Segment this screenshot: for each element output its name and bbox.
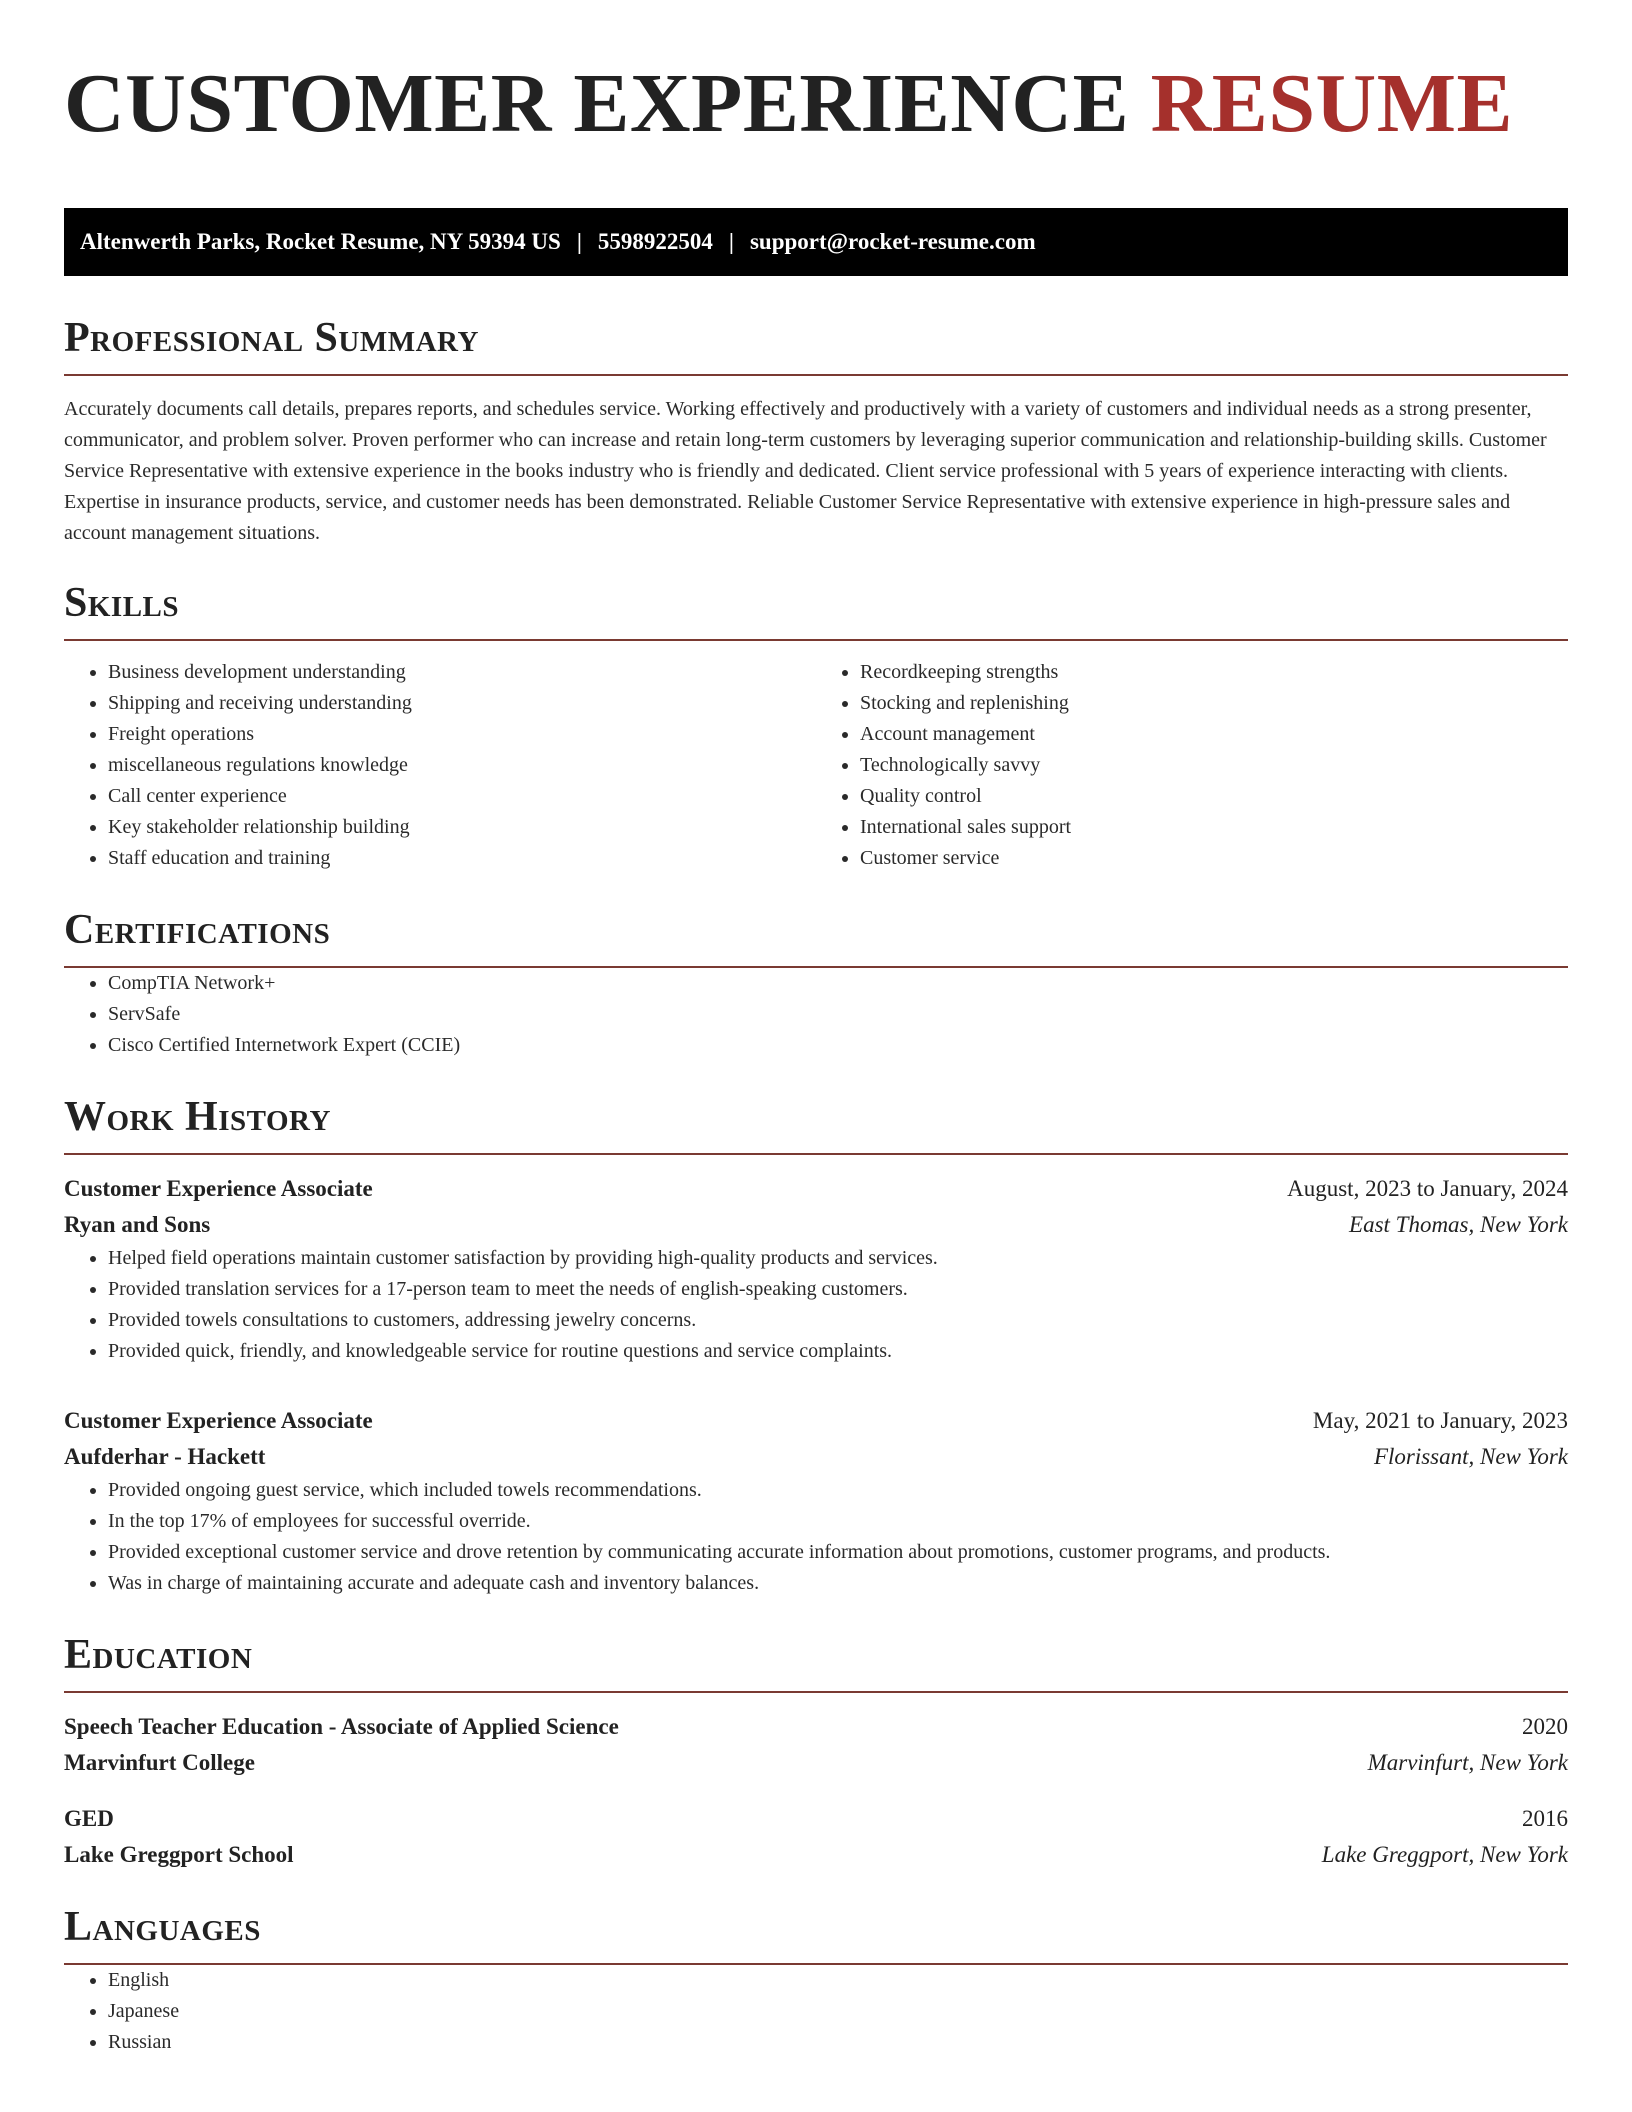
title-accent: RESUME (1150, 57, 1514, 150)
job-location: East Thomas, New York (1349, 1212, 1568, 1237)
job-title-row (64, 1403, 1568, 1439)
job-bullet: • Provided towels consultations to customers, addressing jewelry concerns. (108, 1305, 1568, 1336)
skill-item: • Quality control (860, 781, 1568, 812)
summary-heading: Professional Summary (64, 312, 1568, 376)
job-company: Ryan and Sons (64, 1212, 211, 1237)
education-school: Marvinfurt College (64, 1750, 255, 1775)
skill-item: • International sales support (860, 812, 1568, 843)
skills-heading: Skills (64, 577, 1568, 641)
skills-list-left (64, 657, 816, 874)
education-degree: Speech Teacher Education - Associate of Applied Science (64, 1714, 619, 1739)
job-bullet: • Provided quick, friendly, and knowledgeable service for routine questions and service complaints. (108, 1336, 1568, 1367)
skill-item: • Customer service (860, 843, 1568, 874)
work-history-section (64, 1091, 1568, 1599)
job-bullets (64, 1475, 1568, 1599)
job-dates: August, 2023 to January, 2024 (1287, 1176, 1568, 1201)
skill-item: • Stocking and replenishing (860, 688, 1568, 719)
job-bullet: • Was in charge of maintaining accurate and adequate cash and inventory balances. (108, 1568, 1568, 1599)
education-school-row (64, 1745, 1568, 1781)
education-section (64, 1629, 1568, 1873)
job-company-row (64, 1439, 1568, 1475)
education-year: 2016 (1522, 1806, 1568, 1831)
education-location: Lake Greggport, New York (1321, 1842, 1568, 1867)
skill-item: • Business development understanding (108, 657, 816, 688)
languages-heading: Languages (64, 1901, 1568, 1965)
resume-title (64, 56, 1568, 152)
skill-item: • Key stakeholder relationship building (108, 812, 816, 843)
certifications-list (64, 968, 1568, 1061)
job-bullets (64, 1243, 1568, 1367)
title-main: CUSTOMER EXPERIENCE (64, 57, 1130, 150)
skill-item: • Recordkeeping strengths (860, 657, 1568, 688)
certification-item: • ServSafe (108, 999, 1568, 1030)
language-item: • Japanese (108, 1996, 1568, 2027)
skills-section (64, 577, 1568, 874)
skill-item: • miscellaneous regulations knowledge (108, 750, 816, 781)
contact-separator: | (576, 229, 582, 254)
job-title-row (64, 1171, 1568, 1207)
job-bullet: • Provided translation services for a 17-person team to meet the needs of english-speaking customers. (108, 1274, 1568, 1305)
job-entry (64, 1171, 1568, 1367)
education-entry (64, 1801, 1568, 1873)
job-entry (64, 1403, 1568, 1599)
skills-list-right (816, 657, 1568, 874)
languages-list (64, 1965, 1568, 2058)
skill-item: • Technologically savvy (860, 750, 1568, 781)
job-location: Florissant, New York (1373, 1444, 1568, 1469)
job-dates: May, 2021 to January, 2023 (1312, 1408, 1568, 1433)
summary-text: Accurately documents call details, prepares reports, and schedules service. Working effectively and productively with a variety of customers and individual needs as a strong presenter, communicator, and problem solver. Proven performer who can increase and retain long-term customers by leveraging superior communication and relationship-building skills. Customer Service Representative with extensive experience in the books industry who is friendly and dedicated. Client service professional with 5 years of experience interacting with clients. Expertise in insurance products, service, and customer needs has been demonstrated. Reliable Customer Service Representative with extensive experience in high-pressure sales and account management situations. (64, 398, 1547, 544)
contact-bar (64, 208, 1568, 276)
language-item: • English (108, 1965, 1568, 1996)
language-item: • Russian (108, 2027, 1568, 2058)
skill-item: • Shipping and receiving understanding (108, 688, 816, 719)
job-title: Customer Experience Associate (64, 1176, 373, 1201)
contact-email: support@rocket-resume.com (749, 229, 1036, 254)
job-bullet: • Provided exceptional customer service and drove retention by communicating accurate information about promotions, customer programs, and products. (108, 1537, 1568, 1568)
education-degree-row (64, 1801, 1568, 1837)
skill-item: • Account management (860, 719, 1568, 750)
certification-item: • CompTIA Network+ (108, 968, 1568, 999)
certification-item: • Cisco Certified Internetwork Expert (CCIE) (108, 1030, 1568, 1061)
education-school-row (64, 1837, 1568, 1873)
education-degree-row (64, 1709, 1568, 1745)
skill-item: • Staff education and training (108, 843, 816, 874)
work-history-heading: Work History (64, 1091, 1568, 1155)
job-company-row (64, 1207, 1568, 1243)
certifications-section (64, 904, 1568, 1061)
education-school: Lake Greggport School (64, 1842, 294, 1867)
skill-item: • Freight operations (108, 719, 816, 750)
education-degree: GED (64, 1806, 114, 1831)
skills-grid (64, 657, 1568, 874)
summary-section (64, 312, 1568, 549)
education-entry (64, 1709, 1568, 1781)
job-company: Aufderhar - Hackett (64, 1444, 266, 1469)
contact-address: Altenwerth Parks, Rocket Resume, NY 59394 US (80, 229, 561, 254)
job-bullet: • Provided ongoing guest service, which included towels recommendations. (108, 1475, 1568, 1506)
job-bullet: • In the top 17% of employees for successful override. (108, 1506, 1568, 1537)
job-bullet: • Helped field operations maintain customer satisfaction by providing high-quality products and services. (108, 1243, 1568, 1274)
job-title: Customer Experience Associate (64, 1408, 373, 1433)
certifications-heading: Certifications (64, 904, 1568, 968)
education-year: 2020 (1522, 1714, 1568, 1739)
contact-phone: 5598922504 (597, 229, 713, 254)
contact-separator: | (728, 229, 734, 254)
education-location: Marvinfurt, New York (1367, 1750, 1568, 1775)
languages-section (64, 1901, 1568, 2058)
education-heading: Education (64, 1629, 1568, 1693)
skill-item: • Call center experience (108, 781, 816, 812)
